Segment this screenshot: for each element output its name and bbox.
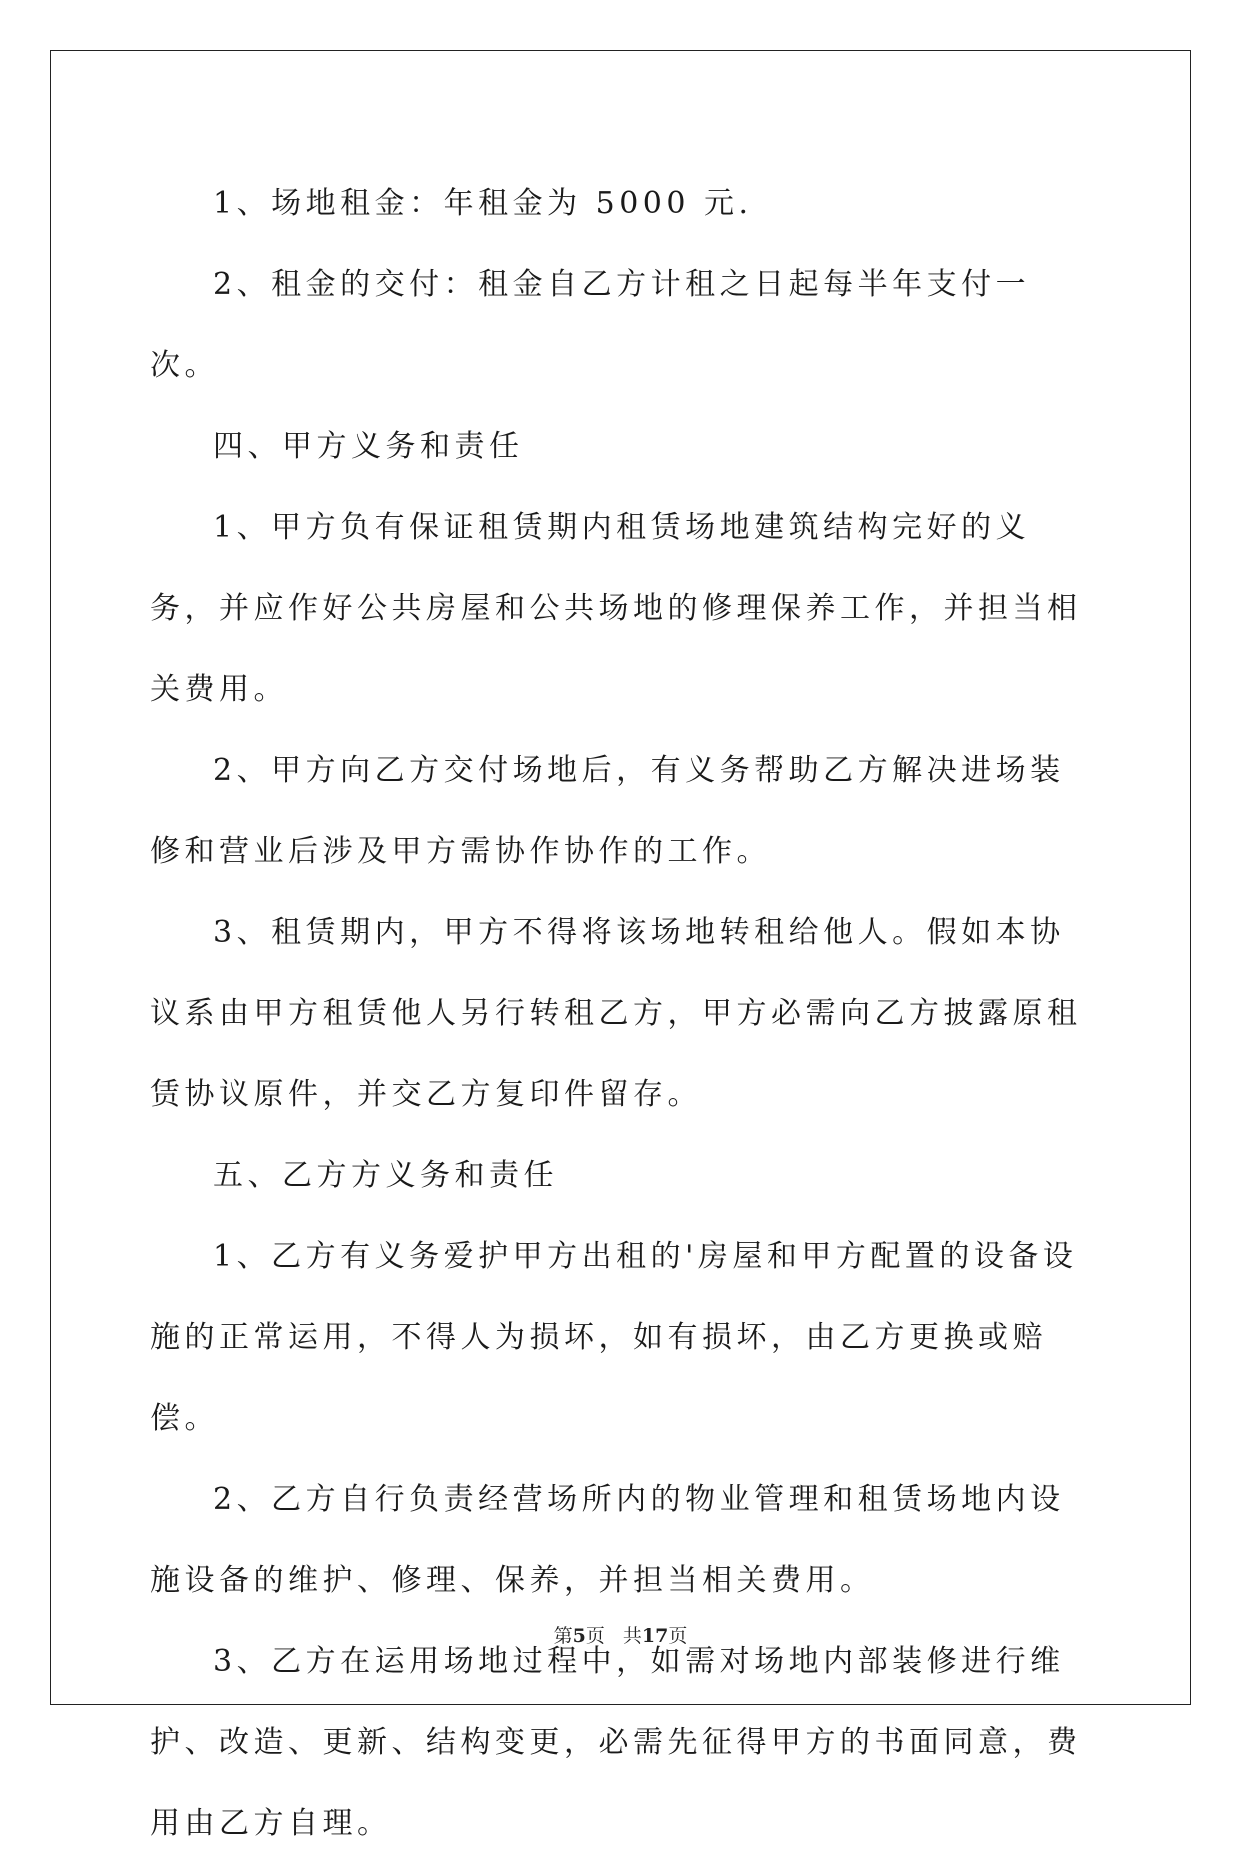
paragraph-party-a-duty-1: 1、甲方负有保证租赁期内租赁场地建筑结构完好的义务，并应作好公共房屋和公共场地的修理保养工作，并担当相关费用。: [150, 510, 1082, 707]
section-heading-party-b: 五、乙方方义务和责任: [213, 1158, 558, 1193]
paragraph-rent-amount: 1、场地租金：年租金为 5000 元.: [213, 186, 753, 221]
section-heading-party-a: 四、甲方义务和责任: [213, 429, 524, 464]
paragraph-party-a-duty-2: 2、甲方向乙方交付场地后，有义务帮助乙方解决进场装修和营业后涉及甲方需协作协作的工作。: [150, 753, 1065, 869]
total-pages: 17: [641, 1625, 669, 1647]
paragraph-party-b-duty-1: 1、乙方有义务爱护甲方出租的'房屋和甲方配置的设备设施的正常运用，不得人为损坏，如有损坏，由乙方更换或赔偿。: [150, 1239, 1078, 1436]
page-suffix: 页: [585, 1625, 605, 1647]
paragraph-party-b-duty-2: 2、乙方自行负责经营场所内的物业管理和租赁场地内设施设备的维护、修理、保养，并担当相关费用。: [150, 1482, 1065, 1598]
page-footer: [0, 1621, 1241, 1648]
total-suffix: 页: [668, 1625, 688, 1647]
paragraph-rent-payment: 2、租金的交付：租金自乙方计租之日起每半年支付一次。: [150, 267, 1031, 383]
page-prefix: 第: [553, 1625, 573, 1647]
paragraph-party-a-duty-3: 3、租赁期内，甲方不得将该场地转租给他人。假如本协议系由甲方租赁他人另行转租乙方，甲方必需向乙方披露原租赁协议原件，并交乙方复印件留存。: [150, 915, 1082, 1112]
paragraph-party-b-duty-3: 3、乙方在运用场地过程中，如需对场地内部装修进行维护、改造、更新、结构变更，必需先征得甲方的书面同意，费用由乙方自理。: [150, 1644, 1082, 1841]
total-prefix: 共: [622, 1625, 642, 1647]
document-body: [150, 163, 1094, 1864]
page-number: 5: [572, 1625, 586, 1647]
